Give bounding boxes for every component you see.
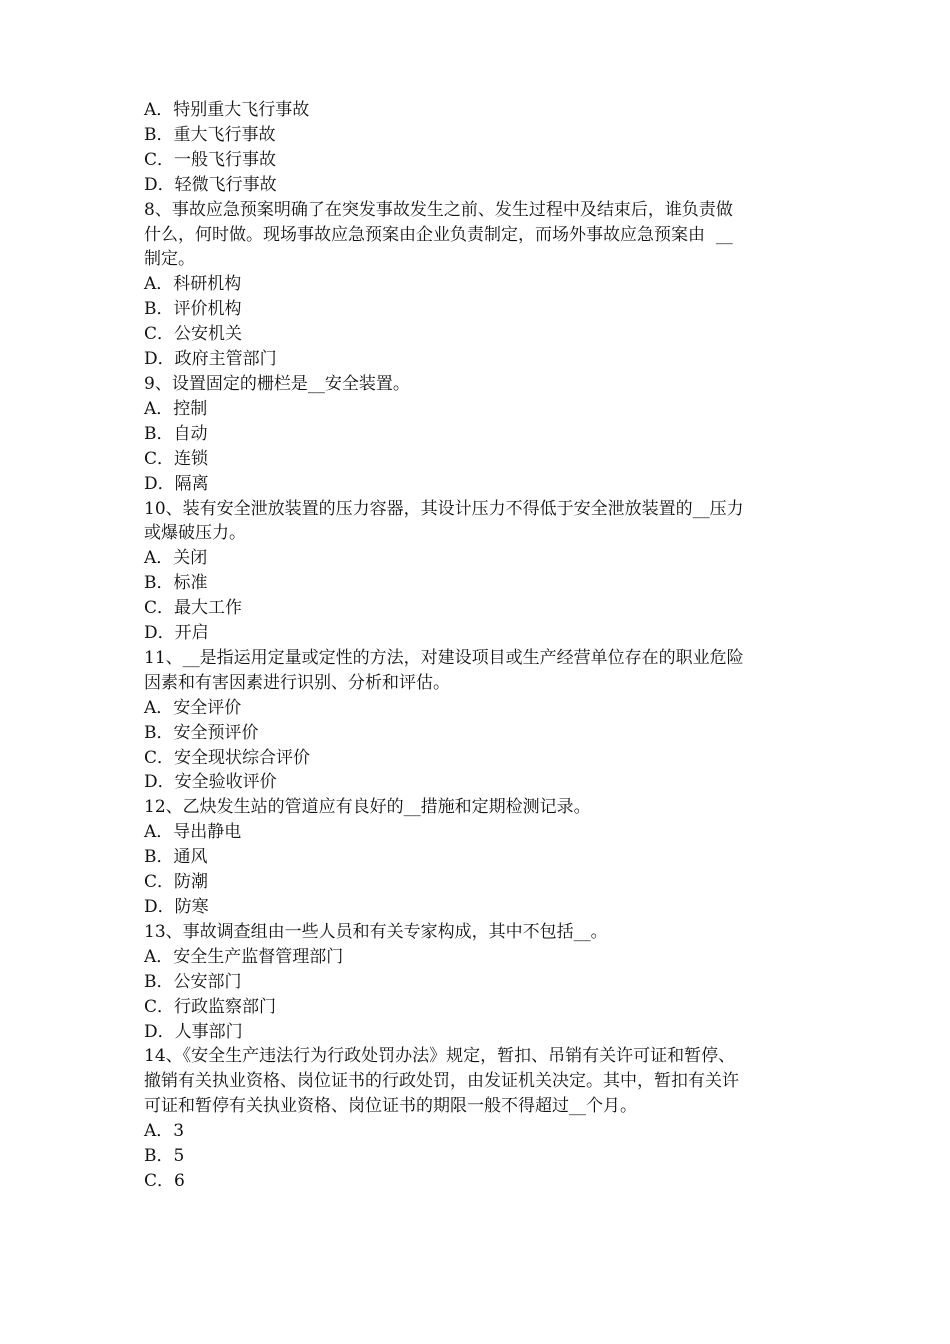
answer-option: B．安全预评价: [144, 722, 259, 743]
answer-option: A．安全评价: [144, 697, 242, 718]
document-page: [144, 98, 820, 1194]
question-line: 或爆破压力。: [144, 523, 246, 544]
question-text: [144, 497, 820, 547]
answer-option: B．通风: [144, 847, 208, 868]
question-line: 可证和暂停有关执业资格、岗位证书的期限一般不得超过__个月。: [144, 1096, 637, 1117]
answer-option: A．导出静电: [144, 822, 242, 843]
question-line: 撤销有关执业资格、岗位证书的行政处罚，由发证机关决定。其中，暂扣有关许: [144, 1071, 739, 1092]
question-line: 8、事故应急预案明确了在突发事故发生之前、发生过程中及结束后，谁负责做: [144, 199, 733, 220]
answer-option: B．自动: [144, 423, 208, 444]
question-text: [144, 1044, 820, 1119]
answer-option: B．评价机构: [144, 299, 242, 320]
question-text: [144, 795, 820, 820]
answer-option: D．安全验收评价: [144, 772, 277, 793]
answer-option: C．防潮: [144, 872, 209, 893]
answer-option: D．开启: [144, 623, 209, 644]
answer-option: C．6: [144, 1170, 185, 1191]
question-text: [144, 198, 820, 273]
answer-option: A．特别重大飞行事故: [144, 100, 310, 120]
answer-option: C．一般飞行事故: [144, 149, 277, 170]
question-text: [144, 646, 820, 696]
question-line: 13、事故调查组由一些人员和有关专家构成，其中不包括__。: [144, 921, 608, 942]
answer-option: D．政府主管部门: [144, 349, 277, 370]
question-line: 10、装有安全泄放装置的压力容器，其设计压力不得低于安全泄放装置的__压力: [144, 498, 744, 519]
answer-option: D．防寒: [144, 897, 209, 917]
answer-option: B．公安部门: [144, 971, 242, 992]
answer-option: D．人事部门: [144, 1021, 243, 1042]
answer-option: B．重大飞行事故: [144, 124, 276, 145]
question-line: 什么，何时做。现场事故应急预案由企业负责制定，而场外事故应急预案由 __: [144, 224, 733, 245]
answer-option: A．安全生产监督管理部门: [144, 946, 344, 967]
answer-option: A．关闭: [144, 548, 208, 569]
question-line: 9、设置固定的栅栏是__安全装置。: [144, 373, 410, 394]
answer-option: C．最大工作: [144, 598, 243, 619]
answer-option: B．标准: [144, 573, 208, 594]
question-line: 因素和有害因素进行识别、分析和评估。: [144, 672, 450, 693]
question-line: 11、__是指运用定量或定性的方法，对建设项目或生产经营单位存在的职业危险: [144, 647, 744, 668]
answer-option: D．隔离: [144, 473, 209, 494]
question-line: 制定。: [144, 249, 195, 270]
question-line: 14、《安全生产违法行为行政处罚办法》规定，暂扣、吊销有关许可证和暂停、: [144, 1046, 736, 1067]
answer-option: B．5: [144, 1146, 185, 1167]
answer-option: A．控制: [144, 398, 208, 419]
question-line: 12、乙炔发生站的管道应有良好的__措施和定期检测记录。: [144, 797, 591, 818]
question-text: [144, 920, 820, 945]
answer-option: C．公安机关: [144, 324, 243, 345]
answer-option: A．3: [144, 1121, 185, 1142]
answer-option: C．连锁: [144, 448, 209, 469]
answer-option: A．科研机构: [144, 274, 242, 295]
answer-option: D．轻微飞行事故: [144, 174, 277, 195]
question-text: [144, 372, 820, 397]
answer-option: C．安全现状综合评价: [144, 747, 311, 768]
answer-option: C．行政监察部门: [144, 996, 277, 1017]
